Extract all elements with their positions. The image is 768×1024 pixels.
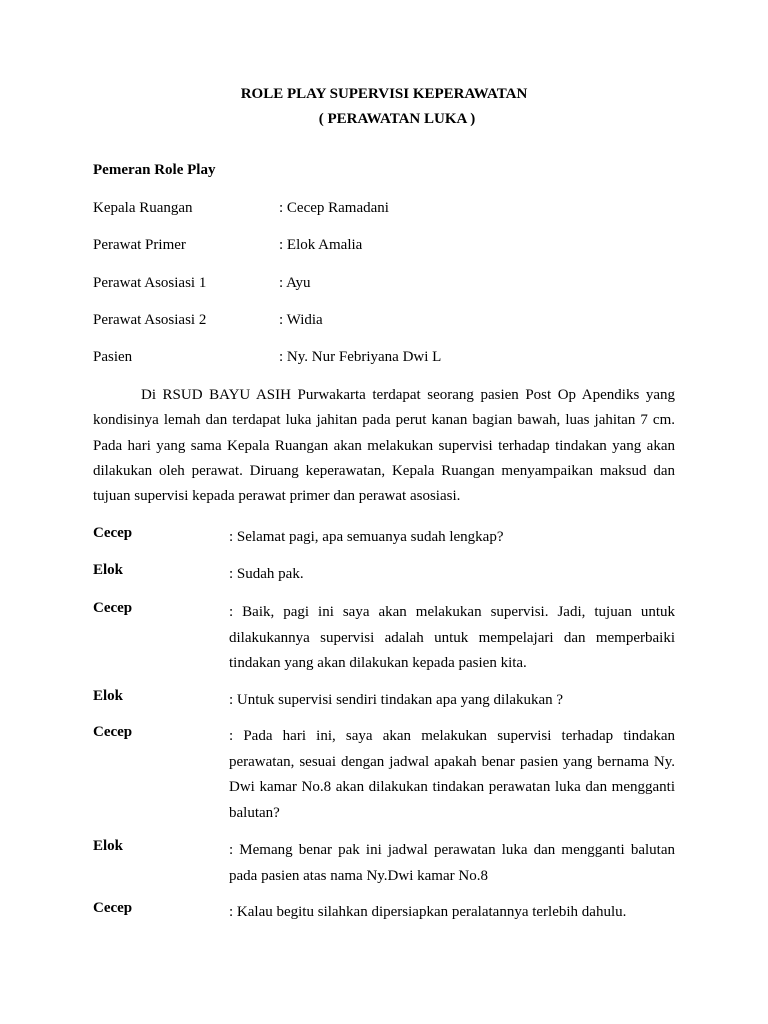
speaker-name: Cecep (93, 900, 133, 916)
cast-role: Perawat Primer (93, 237, 186, 253)
cast-row (93, 275, 693, 295)
dialogue-text: : Untuk supervisi sendiri tindakan apa yang dilakukan ? (229, 692, 564, 708)
cast-row (93, 237, 693, 257)
cast-row (93, 312, 693, 332)
dialogue-text: : Sudah pak. (229, 566, 304, 582)
dialogue-text: : Selamat pagi, apa semuanya sudah lengkap? (229, 529, 504, 545)
speaker-name: Elok (93, 838, 124, 854)
cast-name: : Elok Amalia (279, 237, 363, 253)
dialogue-text: : Baik, pagi ini saya akan melakukan supervisi. Jadi, tujuan untuk dilakukannya supervisi adalah untuk mempelajari dan memperbaiki tindakan yang akan dilakukan kepada pasien kita. (229, 604, 675, 671)
dialogue-text: : Pada hari ini, saya akan melakukan supervisi terhadap tindakan perawatan, sesuai dengan jadwal apakah benar pasien yang bernama Ny. Dwi kamar No.8 akan dilakukan tindakan perawatan luka dan mengganti balutan? (229, 728, 675, 821)
dialogue-text: : Memang benar pak ini jadwal perawatan luka dan mengganti balutan pada pasien atas nama Ny.Dwi kamar No.8 (229, 842, 675, 884)
cast-role: Perawat Asosiasi 2 (93, 312, 207, 328)
dialogue-text: : Kalau begitu silahkan dipersiapkan peralatannya terlebih dahulu. (229, 904, 627, 920)
cast-name: : Widia (279, 312, 323, 328)
cast-heading: Pemeran Role Play (93, 162, 216, 178)
document-subtitle: ( PERAWATAN LUKA ) (318, 111, 476, 127)
speaker-name: Cecep (93, 525, 133, 541)
speaker-name: Cecep (93, 724, 133, 740)
speaker-name: Elok (93, 562, 124, 578)
cast-name: : Cecep Ramadani (279, 200, 389, 216)
speaker-name: Cecep (93, 600, 133, 616)
cast-role: Perawat Asosiasi 1 (93, 275, 207, 291)
document-title: ROLE PLAY SUPERVISI KEPERAWATAN (240, 86, 528, 102)
speaker-name: Elok (93, 688, 124, 704)
narrative-paragraph: Di RSUD BAYU ASIH Purwakarta terdapat seorang pasien Post Op Apendiks yang kondisinya lemah dan terdapat luka jahitan pada perut kanan bagian bawah, luas jahitan 7 cm. Pada hari yang sama Kepala Ruangan akan melakukan supervisi terhadap tindakan yang akan dilakukan oleh perawat. Diruang keperawatan, Kepala Ruangan menyampaikan maksud dan tujuan supervisi kepada perawat primer dan perawat asosiasi. (93, 387, 675, 505)
cast-role: Kepala Ruangan (93, 200, 193, 216)
cast-name: : Ayu (279, 275, 311, 291)
cast-row (93, 349, 693, 369)
cast-row (93, 200, 693, 220)
cast-name: : Ny. Nur Febriyana Dwi L (279, 349, 442, 365)
cast-role: Pasien (93, 349, 133, 365)
